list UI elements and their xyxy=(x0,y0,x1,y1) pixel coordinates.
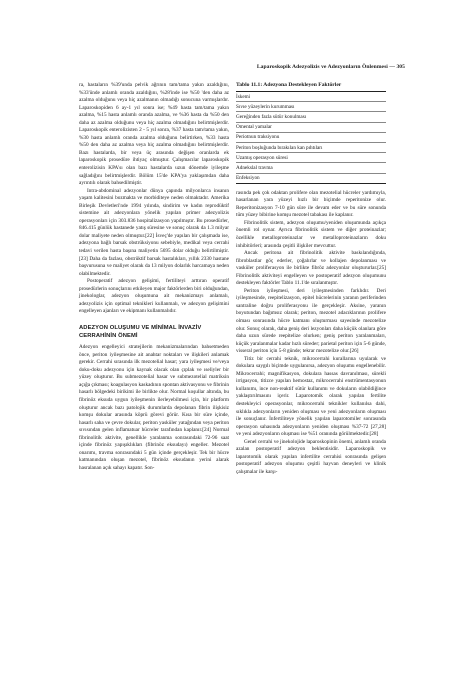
table-row: Sıvıe yüzeylerin kurumması xyxy=(236,102,386,112)
body-paragraph: Titiz bir cerrahi teknik, mikrocerrahi kurallarına uyularak ve dokulara saygılı biçimde uygulanırsa, adezyon oluşumu engellenebilir. Mikrocerrahi; magnifikasyon, dokulara hassas davranılması, sürekli irrigasyon, titizce yapılan hemostaz, mikrocerrahi enstrümentasyonun kullanımı, ince non-reaktif sütür kullanımı ve dokuların olabildiğince yaklaştırılmasını içerir. Laparotomik olarak yapılan fertilite destekleyici operasyonlar, mikrocerrahi teknikler kullanılsa dahi, sıklıkla adezyonların yeniden oluşması ve yeni adezyonların oluşması ile sonuçlanır. İnfertiliteye yönelik yapılan laparotomiler sonrasında operasyon sahasında adezyonların yeniden oluşması %37-72 [27,28] ve yeni adezyonların oluşması ise %51 oranında görülmektedir.[28] xyxy=(236,355,386,438)
table-row: Enfeksiyon xyxy=(236,174,386,184)
body-paragraph: Ancak peritona ait fibrinolitik aktivite baskılandığında, fibroblastlar göç ederler, çoğalırlar ve kollajen depolanması ve vasküler proliferasyon ile birlikte fibröz adezyonlar oluştururlar.[25] Fibrinolitik aktiviteyi engelleyen ve postoperatif adezyon oluşumunu destekleyen faktörler Tablo 11.1'de sıralanmıştır. xyxy=(236,250,386,287)
table-row: İskemi xyxy=(236,92,386,102)
running-header: Laparoskopik Adezyolizis ve Adezyonların Önlenmesi — 305 xyxy=(256,64,405,70)
body-paragraph: Genel cerrahi ve jinekolojide laparoskopinin önemi, anlamlı oranda azalan postoperatif adezyon beklentisidir. Laparoskopik ve laparotomik olarak yapılan infertilite cerrahisi sonrasında gelişen postoperatif adezyon oluşumu çeşitli hayvan deneyleri ve klinik çalışmalar ile karşı- xyxy=(236,438,386,475)
right-column xyxy=(236,82,386,476)
body-paragraph: Intra-abdominal adezyonlar dünya çapında milyonlarca insanın yaşam kalitesini bozmakta ve morbiditeye neden olmaktadır. Amerika Birleşik Devletleri'nde 1994 yılında, sindirim ve kadın reprodüktif sistemine ait adezyonlara yönelik yapılan primer adezyolizis operasyonları için 303.836 hospitalizasyon yapılmıştır. Bu prosedürler, 846.415 günlük hastanede yatış süresine ve sonuç olarak da 1.3 milyar dolar maliyete neden olmuştur.[22] İsveç'de yapılan bir çalışmada ise, adezyona bağlı barsak obstrüksiyonu sebebiyle, medikal veya cerrahi tedavi verilen hasta başına maliyetin 5695 dolar olduğu belirtilmiştir.[23] Daha da fazlası, obstrüktif barsak hastalıkları, yıllık 2330 hastane başvurusuna ve maliyet olarak da 13 milyon dolarlık harcamaya neden olabilmektedir. xyxy=(79,187,229,277)
section-heading: ADEZYON OLUŞUMU VE MİNİMAL İNVAZİV CERRAHİNİN ÖNEMİ xyxy=(79,324,202,339)
table-row: Periotnun traksiyonu xyxy=(236,133,386,143)
body-paragraph: Periton iyileşmesi, deri iyileşmesinden farklıdır. Deri iyileşmesinde, reepitelizasyon, epitel hücrelerinin yaranın periferinden santraline doğru proliferasyonu ile gerçekleşir. Aksine, yaranın boyutundan bağımsız olarak; periton, mezotel adacıklarının prolifere olması sonrasında hücre katmanı oluşturması sayesinde mezotelize olur. Sonuç olarak, daha geniş deri lezyonları daha küçük olanlara göre daha uzun sürede reepitelize olurken; geniş periton yaralanmaları, küçük yaralanmalar kadar hızlı süreder; parietal periton için 5-6 günde, visseral periton için 5-8 günde; tekrar mezotelize olur.[26] xyxy=(236,287,386,355)
body-paragraph: ra, hastaların %39'unda pelvik ağrının tam/tama yakın azaldığını, %33'ünde anlamlı oranda azaldığını, %28'inde ise %50 'den daha az azalma olduğunu veya hiç azalmanın olmadığı sonucuna varmışlardır. Laparoskopiden 6 ay-1 yıl sonra ise; %49 hasta tam/tama yakın azalma, %15 hasta anlamlı oranda azalma, ve %36 hasta da %50 den daha az azalma olduğunu veya hiç azalma olmadığını belirtmişlerdir. Laparoskopik enterolizisten 2 - 5 yıl sonra, %37 hasta tam/tama yakın, %30 hasta anlamlı oranda azalma olduğunu belirtirken, %33 hasta %50 den daha az azalma veya hiç azalma olmadığını belirtmişlerdir. Bazı hastalarda, bir veya üç arasında değişen oranlarda ek laparoskopik prosedüre ihtiyaç olmuştur. Çalışmacılar laparoskopik enterolizisin KPA'sı olan bazı hastalarda uzun dönemde iyileşme sağladığını belirtmişlerdir. Bölüm 15'de KPA'ya yaklaşımdan daha ayrıntılı olarak bahsedilmiştir. xyxy=(79,82,229,187)
body-paragraph: Fibrinolitik sistem, adezyon oluşumu/yeniden oluşumunda açıkça önemli rol oynar. Ayrıca fibrinolitik sistem ve diğer proteinazlar; özellikle metalloproteinazlar ve metalloproteinazların doku inhibitörleri; arasında çeşitli ilişkiler mevcuttur. xyxy=(236,219,386,249)
table-row: Omental yamalar xyxy=(236,123,386,133)
body-paragraph: Adezyon engelleyici stratejilerin mekanizmalarından bahsetmeden önce, periton iyileşmesine ait anahtar noktaları ve ilişkileri anlamak gerekir. Cerrahi sırasında ilk mezotelial hasar; yara iyileşmesi ve/veya doku-doku adezyonu için kaynak olacak olan çıplak ve ıseliyler bir yüzey oluşturur. Bu submezotelial hasar ve submezotelial matriksin açığa çıkması; koagulasyon kaskadının spontan aktivasyonu ve fibrinin hasarlı bölgedeki birikimi ile birlikte olur. Normal koşullar altında, bu fibrinöz eksuda uygun iyileşmenin ilerleyebilmesi için, bir platform oluşturur ancak bazı patolojik durumlarda depolanan fibrin ilişkisiz komşu dokular arasında köprü görevi görür. Kısa bir süre içinde, hasarlı saha ve çevre dokular, periton yasküler yatağından veya periton sıvısından gelen inflamatuar hücreler tarafından kaplanır.[24] Normal fibrinolitik aktivite, genellikle yaralanma sonrasındaki 72-96 saat içinde fibrinöz yapışıklıkları (fibrinöz eksudayı) engeller. Mezotel onarımı, travma sonrasındaki 5 gün içinde gerçekleşir. Tek bir hücre katmanından oluşan mezotel, fibrinöz eksudanın yerini alarak hasralanan açık sahayı kapatır. Son- xyxy=(79,344,229,471)
left-column xyxy=(79,82,229,472)
table-row: Periton boşluğunda bırakılan kan pıhtıları xyxy=(236,143,386,153)
table-row: Uzamış operasyon süresi xyxy=(236,153,386,163)
table-row: Adnekslal travma xyxy=(236,163,386,173)
table-caption: Tablo 11.1: Adezyona Destekleyen Faktörler xyxy=(236,82,386,92)
factors-table xyxy=(236,82,386,184)
body-paragraph: Postoperatif adezyon gelişimi, fertiliteyi arttıran operatif prosedürlerin sonuçlarını etkileyen major faktörlerden biri olduğundan, jinekologlar, adezyon oluşumuna ait mekanizmayı anlamalı, adezyolizis için optimal teknikleri kullanmalı, ve adezyon gelişimini engelleyen ajanları ve ekipmanı kullanmalıdır. xyxy=(79,278,229,315)
body-paragraph: rasında pek çok odaktan prolifere olan mezotelial hücreler yardımıyla, hasarlanan yara yüzeyi hızlı bir biçimde reperitonize olur. Reperitonizasyon 7-10 gün süre ile devam eder ve bu süre sonunda tüm yüzey bibirine komşu mezotel tabakası ile kaplanır. xyxy=(236,189,386,219)
table-row: Gereğinden fazla sütür konulması xyxy=(236,112,386,122)
